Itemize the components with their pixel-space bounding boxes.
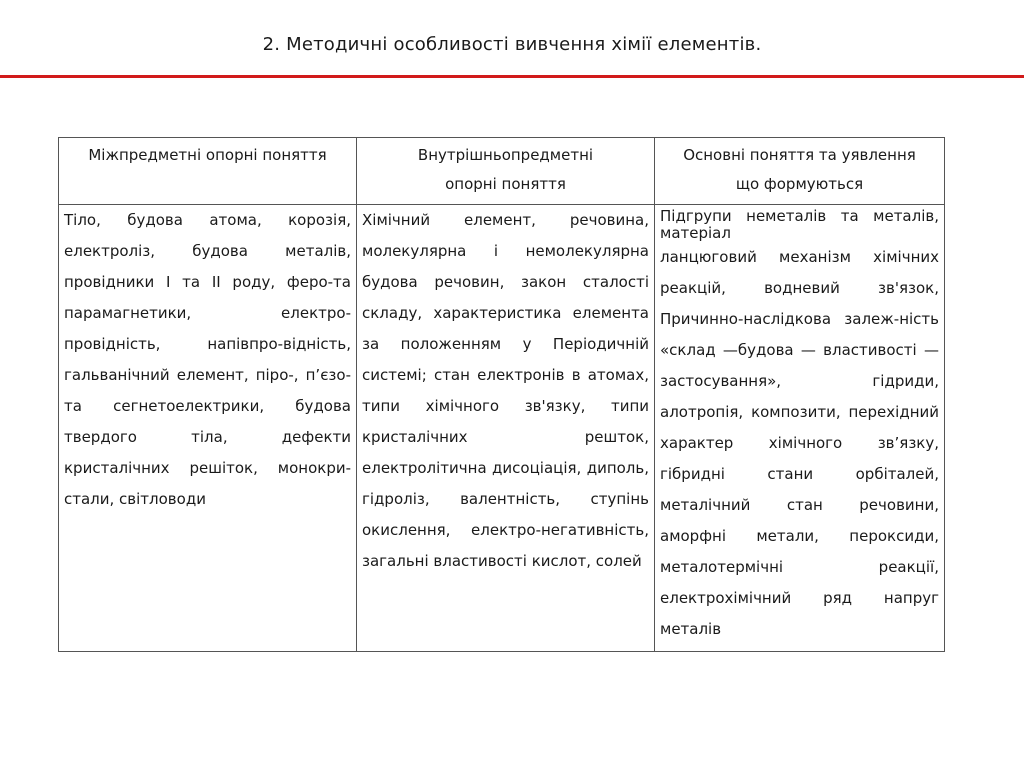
cell-formed-concepts-text: ланцюговий механізм хімічних реакцій, водневий зв'язок, Причинно-наслідкова залеж-ність «склад —будова — властивості — застосування», гідриди, алотропія, композити, перехідний характер хімічного зв’язку, гібридні стани орбіталей, металічний стан речовини, аморфні метали, пероксиди, металотермічні реакції, електрохімічний ряд напруг металів bbox=[660, 248, 939, 638]
header-intradisciplinary-line2: опорні поняття bbox=[445, 175, 566, 193]
table-header-row bbox=[59, 138, 945, 205]
header-formed-concepts-line1: Основні поняття та уявлення bbox=[683, 146, 916, 164]
table-row bbox=[59, 205, 945, 652]
cell-formed-concepts-intro: Підгрупи неметалів та металів, матеріал bbox=[660, 207, 939, 242]
header-formed-concepts-line2: що формуються bbox=[735, 175, 864, 193]
header-formed-concepts bbox=[655, 138, 945, 205]
cell-formed-concepts bbox=[655, 205, 945, 652]
concepts-table bbox=[58, 137, 945, 652]
slide-title: 2. Методичні особливості вивчення хімії елементів. bbox=[262, 34, 762, 55]
cell-interdisciplinary bbox=[59, 205, 357, 652]
header-interdisciplinary bbox=[59, 138, 357, 205]
title-divider bbox=[0, 75, 1024, 78]
header-interdisciplinary-text: Міжпредметні опорні поняття bbox=[88, 146, 327, 164]
cell-intradisciplinary-text: Хімічний елемент, речовина, молекулярна і немолекулярна будова речовин, закон сталості складу, характеристика елемента за положенням у Періодичній системі; стан електронів в атомах, типи хімічного зв'язку, типи кристалічних решток, електролітична дисоціація, диполь, гідроліз, валентність, ступінь окислення, електро-негативність, загальні властивості кислот, солей bbox=[362, 211, 649, 570]
header-intradisciplinary-line1: Внутрішньопредметні bbox=[417, 146, 594, 164]
cell-intradisciplinary bbox=[357, 205, 655, 652]
header-intradisciplinary bbox=[357, 138, 655, 205]
cell-interdisciplinary-text: Тіло, будова атома, корозія, електроліз, будова металів, провідники I та II роду, феро-та парамагнетики, електро-провідність, напівпро-відність, гальванічний елемент, піро-, п’єзо- та сегнетоелектрики, будова твердого тіла, дефекти кристалічних решіток, монокри-стали, світловоди bbox=[64, 211, 351, 508]
